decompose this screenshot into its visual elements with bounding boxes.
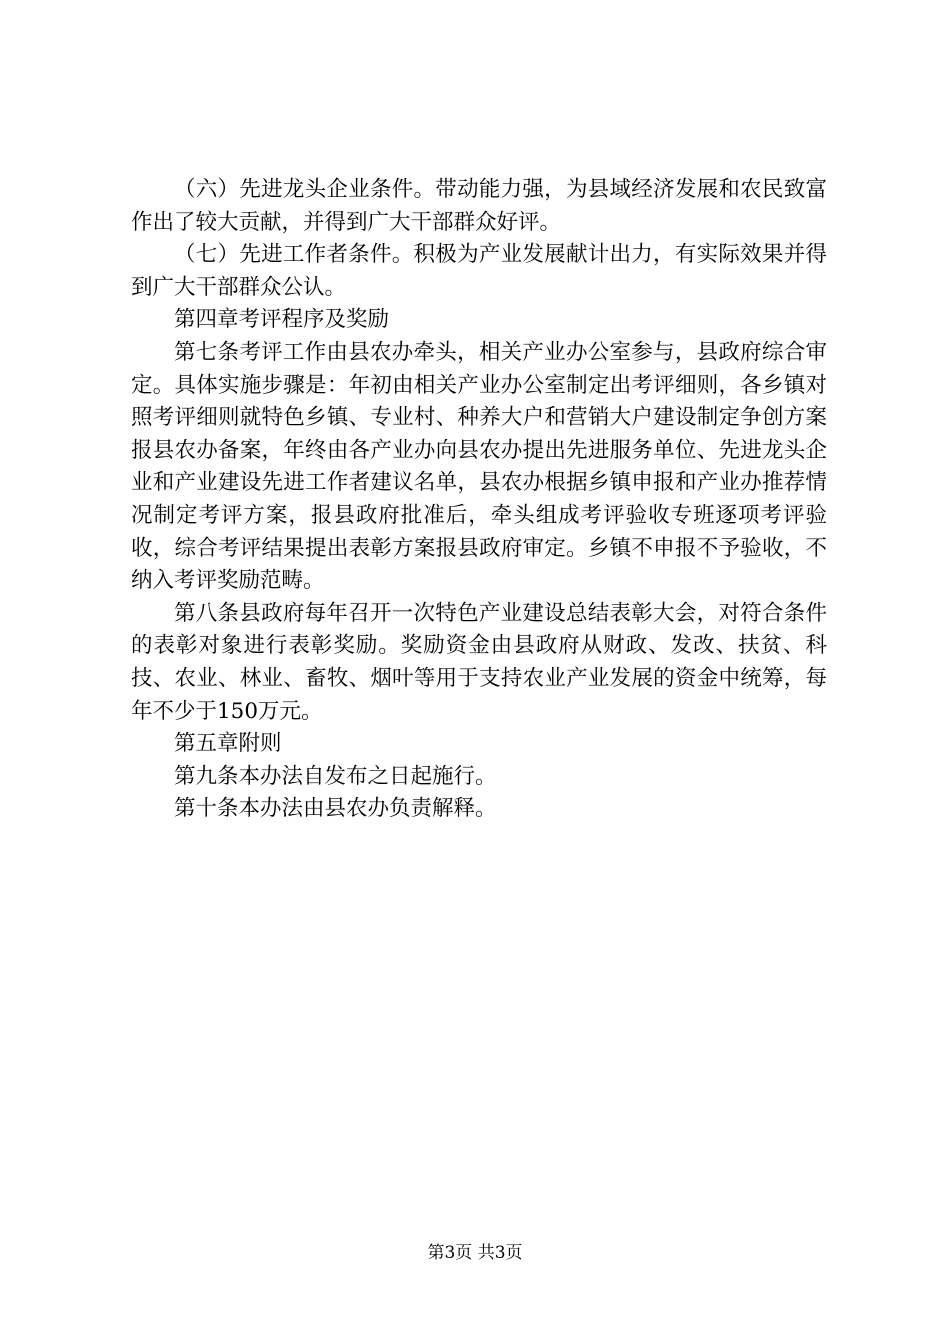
chapter-five-heading: 第五章附则: [174, 731, 282, 757]
paragraph-advanced-worker-criteria: （七）先进工作者条件。积极为产业发展献计出力，有实际效果并得到广大干部群众公认。: [131, 242, 827, 300]
article-seven: 第七条考评工作由县农办牵头，相关产业办公室参与，县政府综合审定。具体实施步骤是：年初由相关产业办公室制定出考评细则，各乡镇对照考评细则就特色乡镇、专业村、种养大户和营销大户建设制定争创方案报县农办备案，年终由各产业办向县农办提出先进服务单位、先进龙头企业和产业建设先进工作者建议名单，县农办根据乡镇申报和产业办推荐情况制定考评方案，报县政府批准后，牵头组成考评验收专班逐项考评验收，综合考评结果提出表彰方案报县政府审定。乡镇不申报不予验收，不纳入考评奖励范畴。: [131, 339, 827, 594]
article-eight: 第八条县政府每年召开一次特色产业建设总结表彰大会，对符合条件的表彰对象进行表彰奖励。奖励资金由县政府从财政、发改、扶贫、科技、农业、林业、畜牧、烟叶等用于支持农业产业发展的资金中统筹，每年不少于150万元。: [131, 600, 827, 724]
document-body: [131, 174, 827, 826]
page-number-footer: 第3页 共3页: [427, 1243, 523, 1263]
article-ten: 第十条本办法由县农办负责解释。: [174, 796, 497, 822]
chapter-four-heading: 第四章考评程序及奖励: [174, 307, 390, 333]
paragraph-advanced-enterprise-criteria: （六）先进龙头企业条件。带动能力强，为县域经济发展和农民致富作出了较大贡献，并得到广大干部群众好评。: [131, 177, 827, 235]
article-nine: 第九条本办法自发布之日起施行。: [174, 763, 497, 789]
